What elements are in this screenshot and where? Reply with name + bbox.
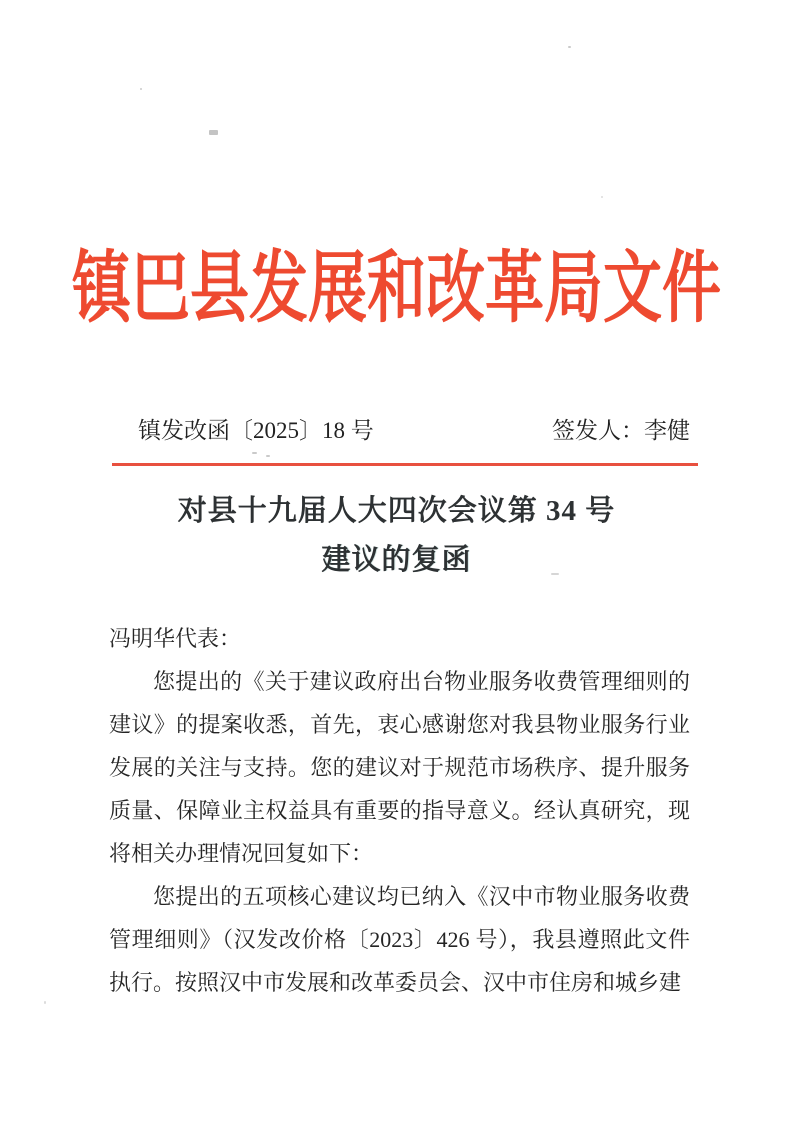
document-title-line2: 建议的复函 xyxy=(321,544,472,576)
document-number-row xyxy=(138,417,690,445)
document-title xyxy=(0,487,793,585)
document-number: 镇发改函〔2025〕18 号 xyxy=(138,418,374,443)
document-body xyxy=(109,617,690,1004)
body-paragraph-1: 您提出的《关于建议政府出台物业服务收费管理细则的建议》的提案收悉，首先，衷心感谢您对我县物业服务行业发展的关注与支持。您的建议对于规范市场秩序、提升服务质量、保障业主权益具有重要的指导意义。经认真研究，现将相关办理情况回复如下： xyxy=(109,669,690,866)
body-paragraph-2: 您提出的五项核心建议均已纳入《汉中市物业服务收费管理细则》（汉发改价格〔2023〕426 号），我县遵照此文件执行。按照汉中市发展和改革委员会、汉中市住房和城乡建 xyxy=(109,884,690,995)
scan-speckle xyxy=(568,46,571,48)
document-title-line1: 对县十九届人大四次会议第 34 号 xyxy=(177,495,616,527)
issuer-name: 签发人：李健 xyxy=(552,418,690,443)
scan-speckle xyxy=(266,455,270,457)
scan-speckle xyxy=(252,452,257,454)
red-separator-line xyxy=(112,463,698,466)
salutation: 冯明华代表： xyxy=(109,626,242,651)
scan-speckle xyxy=(209,130,218,135)
scan-speckle xyxy=(601,196,603,198)
scan-speckle xyxy=(44,1001,46,1004)
agency-masthead-title: 镇巴县发展和改革局文件 xyxy=(71,244,721,332)
scan-speckle xyxy=(140,88,142,90)
